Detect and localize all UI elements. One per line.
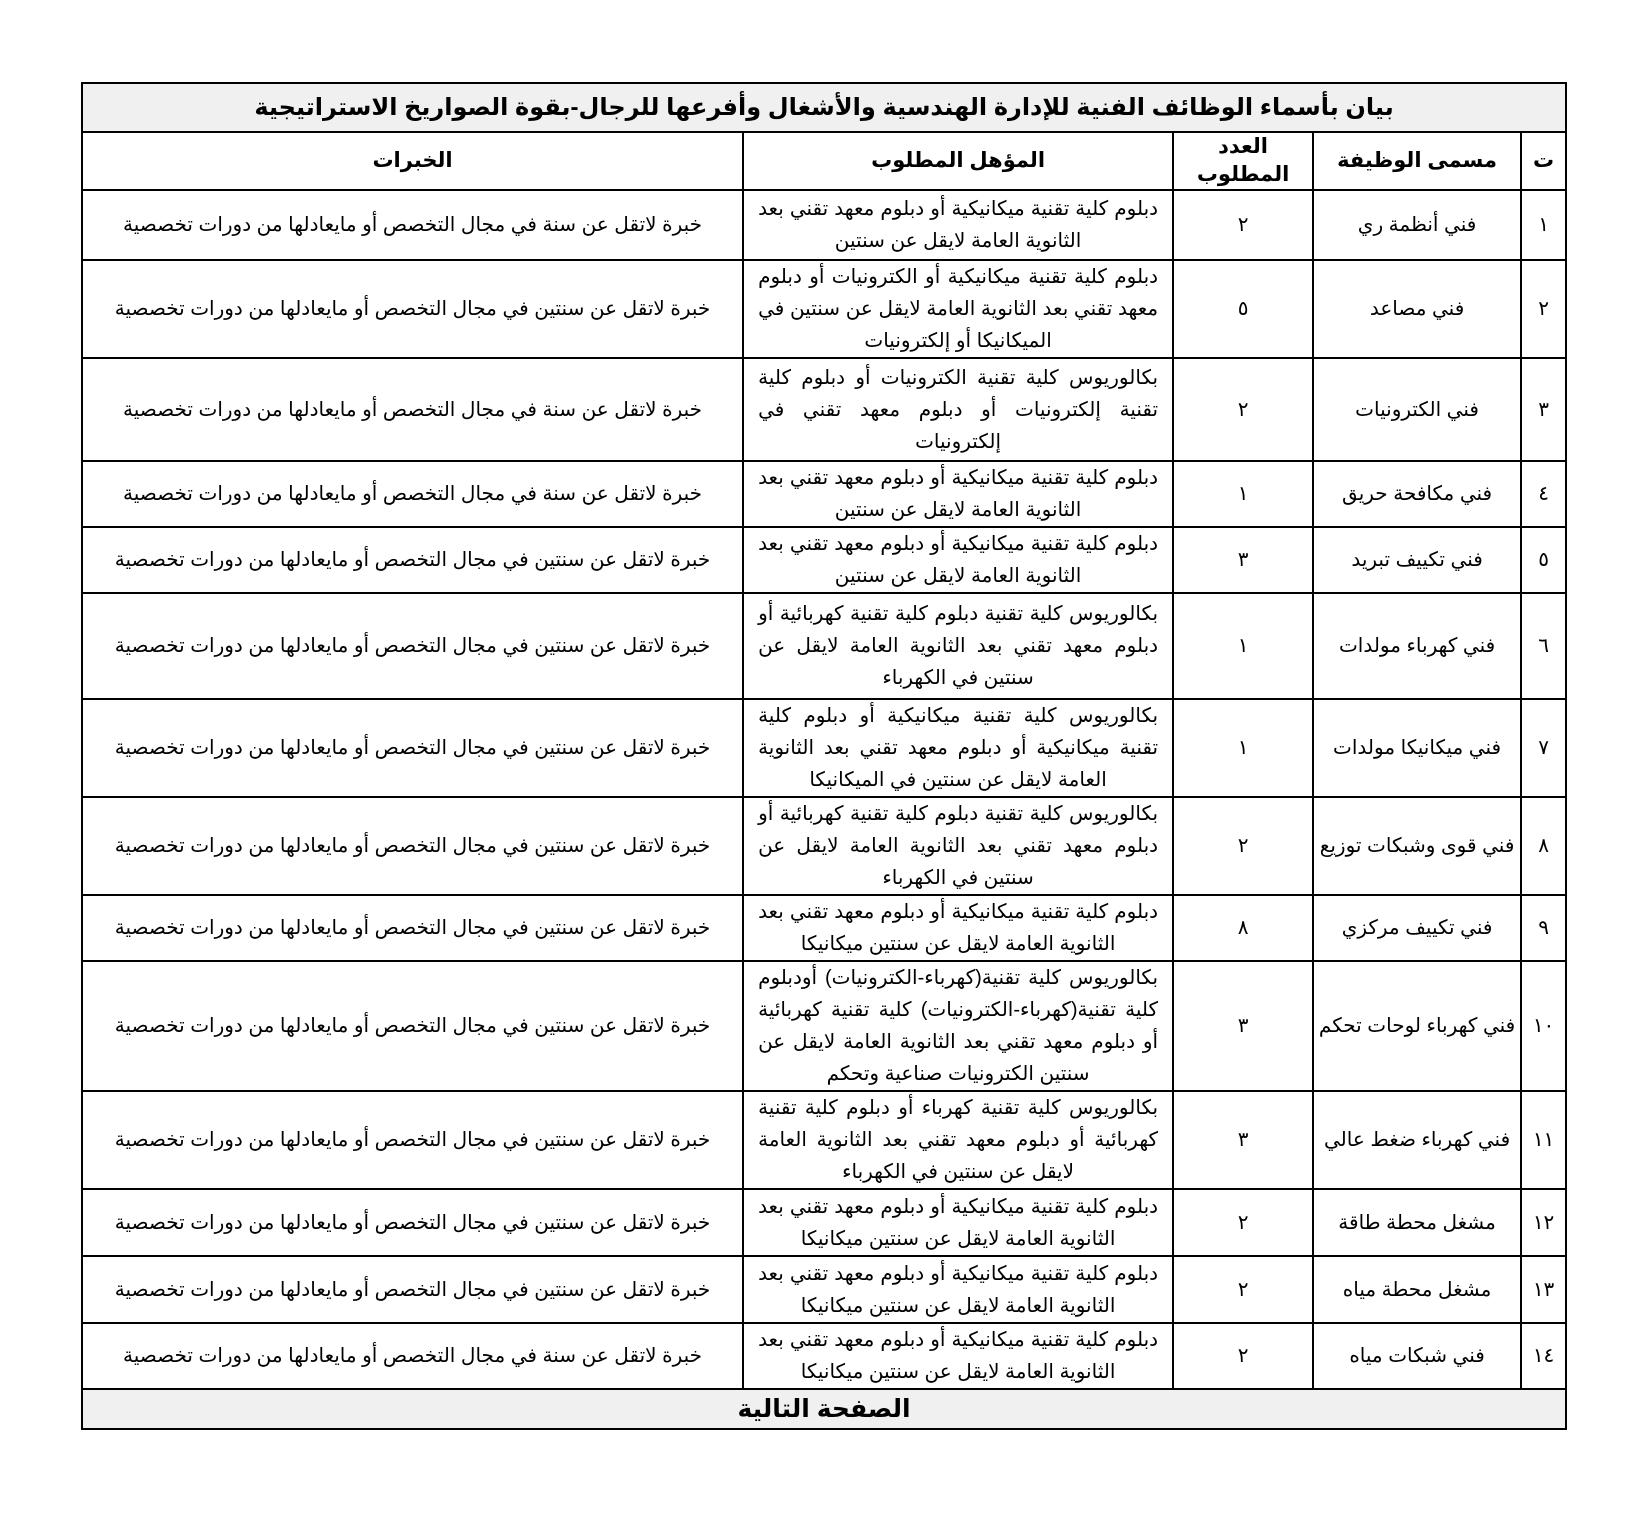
- required-qualification-cell: [743, 190, 1173, 260]
- job-title: مشغل محطة مياه: [1342, 1278, 1492, 1301]
- row-index-cell: [1521, 1091, 1566, 1189]
- required-count: ١: [1237, 635, 1249, 657]
- table-row: [82, 1091, 1566, 1189]
- required-count: ١: [1237, 483, 1249, 505]
- required-count-cell: [1173, 1189, 1313, 1256]
- table-row: [82, 527, 1566, 593]
- required-experience: خبرة لاتقل عن سنتين في مجال التخصص أو مايعادلها من دورات تخصصية: [114, 737, 711, 759]
- row-index-cell: [1521, 699, 1566, 797]
- required-qualification: دبلوم كلية تقنية ميكانيكية أو دبلوم معهد تقني بعد الثانوية العامة لايقل عن سنتين: [758, 198, 1159, 252]
- job-title-cell: [1313, 593, 1521, 699]
- required-count: ٢: [1237, 1278, 1249, 1301]
- required-experience-cell: [82, 797, 743, 895]
- job-title-cell: [1313, 961, 1521, 1091]
- required-experience-cell: [82, 1189, 743, 1256]
- row-index-cell: [1521, 593, 1566, 699]
- job-title-cell: [1313, 1256, 1521, 1323]
- job-title: فني أنظمة ري: [1357, 214, 1477, 236]
- row-index: ١١: [1532, 1129, 1555, 1151]
- required-qualification: دبلوم كلية تقنية ميكانيكية أو دبلوم معهد تقني بعد الثانوية العامة لايقل عن سنتين ميكانيكا: [758, 1329, 1159, 1383]
- table-row: [82, 593, 1566, 699]
- table-body: [82, 190, 1566, 1389]
- job-title: فني شبكات مياه: [1349, 1345, 1485, 1367]
- required-count-cell: [1173, 1256, 1313, 1323]
- required-count: ٣: [1237, 1129, 1249, 1151]
- job-title-cell: [1313, 190, 1521, 260]
- column-header-job: مسمى الوظيفة: [1313, 132, 1521, 190]
- required-qualification-cell: [743, 593, 1173, 699]
- required-experience-cell: [82, 895, 743, 961]
- required-count-cell: [1173, 961, 1313, 1091]
- required-qualification: دبلوم كلية تقنية ميكانيكية أو الكترونيات أو دبلوم معهد تقني بعد الثانوية العامة لايقل عن سنتين في الميكانيكا أو إلكترونيات: [758, 266, 1159, 352]
- table-row: [82, 1189, 1566, 1256]
- footer-row: [82, 1389, 1566, 1429]
- row-index-cell: [1521, 358, 1566, 461]
- required-experience: خبرة لاتقل عن سنتين في مجال التخصص أو مايعادلها من دورات تخصصية: [114, 835, 711, 857]
- required-qualification-cell: [743, 260, 1173, 358]
- required-qualification: دبلوم كلية تقنية ميكانيكية أو دبلوم معهد تقني بعد الثانوية العامة لايقل عن سنتين ميكانيكا: [758, 901, 1159, 955]
- job-title-cell: [1313, 1189, 1521, 1256]
- row-index: ٨: [1538, 835, 1549, 857]
- required-experience-cell: [82, 260, 743, 358]
- job-title-cell: [1313, 461, 1521, 527]
- table-row: [82, 358, 1566, 461]
- job-title-cell: [1313, 260, 1521, 358]
- table-title: بيان بأسماء الوظائف الفنية للإدارة الهندسية والأشغال وأفرعها للرجال-بقوة الصواريخ الاستراتيجية: [82, 83, 1566, 132]
- required-qualification-cell: [743, 895, 1173, 961]
- required-experience-cell: [82, 461, 743, 527]
- required-count-cell: [1173, 895, 1313, 961]
- row-index-cell: [1521, 190, 1566, 260]
- row-index: ٤: [1538, 483, 1549, 505]
- required-qualification: بكالوريوس كلية تقنية ميكانيكية أو دبلوم كلية تقنية ميكانيكية أو دبلوم معهد تقني بعد الثانوية العامة لايقل عن سنتين في الميكانيكا: [758, 705, 1159, 791]
- table-row: [82, 797, 1566, 895]
- required-experience: خبرة لاتقل عن سنتين في مجال التخصص أو مايعادلها من دورات تخصصية: [114, 917, 711, 939]
- required-count-cell: [1173, 1091, 1313, 1189]
- row-index-cell: [1521, 1256, 1566, 1323]
- required-qualification-cell: [743, 1256, 1173, 1323]
- job-title-cell: [1313, 358, 1521, 461]
- required-count: ٢: [1237, 1211, 1249, 1234]
- required-count: ٣: [1237, 1015, 1249, 1037]
- required-experience: خبرة لاتقل عن سنتين في مجال التخصص أو مايعادلها من دورات تخصصية: [114, 298, 711, 320]
- job-title-cell: [1313, 1091, 1521, 1189]
- table-row: [82, 260, 1566, 358]
- job-title: فني كهرباء لوحات تحكم: [1318, 1015, 1516, 1037]
- required-experience: خبرة لاتقل عن سنتين في مجال التخصص أو مايعادلها من دورات تخصصية: [114, 549, 711, 571]
- job-title: فني تكييف تبريد: [1351, 549, 1483, 571]
- row-index: ١٤: [1532, 1345, 1555, 1367]
- job-title: فني كهرباء ضغط عالي: [1323, 1129, 1511, 1151]
- required-count: ٥: [1237, 298, 1249, 320]
- column-header-qualification: المؤهل المطلوب: [743, 132, 1173, 190]
- required-qualification: بكالوريوس كلية تقنية كهرباء أو دبلوم كلية تقنية كهربائية أو دبلوم معهد تقني بعد الثانوية العامة لايقل عن سنتين في الكهرباء: [758, 1097, 1159, 1183]
- required-experience: خبرة لاتقل عن سنتين في مجال التخصص أو مايعادلها من دورات تخصصية: [114, 635, 711, 657]
- required-experience-cell: [82, 1323, 743, 1389]
- required-count-cell: [1173, 190, 1313, 260]
- required-count: ١: [1237, 737, 1249, 759]
- table-row: [82, 190, 1566, 260]
- required-count-cell: [1173, 797, 1313, 895]
- row-index: ٦: [1538, 635, 1549, 657]
- row-index-cell: [1521, 461, 1566, 527]
- row-index: ١٢: [1532, 1211, 1555, 1234]
- required-count: ٢: [1237, 835, 1249, 857]
- required-count-cell: [1173, 593, 1313, 699]
- required-qualification: دبلوم كلية تقنية ميكانيكية أو دبلوم معهد تقني بعد الثانوية العامة لايقل عن سنتين ميكانيكا: [758, 1262, 1159, 1317]
- required-qualification: دبلوم كلية تقنية ميكانيكية أو دبلوم معهد تقني بعد الثانوية العامة لايقل عن سنتين: [758, 467, 1159, 521]
- required-count-cell: [1173, 358, 1313, 461]
- job-title: فني ميكانيكا مولدات: [1333, 737, 1502, 759]
- job-title-cell: [1313, 699, 1521, 797]
- required-count: ٣: [1237, 549, 1249, 571]
- row-index-cell: [1521, 1323, 1566, 1389]
- table-row: [82, 461, 1566, 527]
- required-count-cell: [1173, 527, 1313, 593]
- required-experience: خبرة لاتقل عن سنتين في مجال التخصص أو مايعادلها من دورات تخصصية: [114, 1129, 711, 1151]
- row-index: ١: [1538, 214, 1549, 236]
- title-row: [82, 83, 1566, 132]
- required-experience-cell: [82, 593, 743, 699]
- job-title: فني تكييف مركزي: [1341, 917, 1493, 939]
- table-row: [82, 895, 1566, 961]
- job-title: فني قوى وشبكات توزيع: [1319, 835, 1515, 857]
- row-index: ٩: [1538, 917, 1549, 939]
- row-index-cell: [1521, 895, 1566, 961]
- required-qualification: بكالوريوس كلية تقنية(كهرباء-الكترونيات) أودبلوم كلية تقنية(كهرباء-الكترونيات) كلية تقنية كهربائية أو دبلوم معهد تقني بعد الثانوية العامة لايقل عن سنتين الكترونيات صناعية وتحكم: [758, 967, 1159, 1085]
- required-experience: خبرة لاتقل عن سنة في مجال التخصص أو مايعادلها من دورات تخصصية: [123, 483, 703, 505]
- job-title: فني مصاعد: [1369, 298, 1465, 320]
- required-experience-cell: [82, 1091, 743, 1189]
- jobs-table: [81, 82, 1567, 1430]
- required-count-cell: [1173, 699, 1313, 797]
- row-index-cell: [1521, 260, 1566, 358]
- next-page-label: الصفحة التالية: [82, 1389, 1566, 1429]
- required-experience-cell: [82, 527, 743, 593]
- column-header-experience: الخبرات: [82, 132, 743, 190]
- required-experience: خبرة لاتقل عن سنة في مجال التخصص أو مايعادلها من دورات تخصصية: [123, 1345, 703, 1367]
- required-qualification-cell: [743, 961, 1173, 1091]
- job-title-cell: [1313, 797, 1521, 895]
- required-qualification-cell: [743, 797, 1173, 895]
- row-index-cell: [1521, 961, 1566, 1091]
- required-count-cell: [1173, 461, 1313, 527]
- job-title: فني مكافحة حريق: [1342, 483, 1493, 505]
- column-header-index: ت: [1521, 132, 1566, 190]
- required-qualification: بكالوريوس كلية تقنية دبلوم كلية تقنية كهربائية أو دبلوم معهد تقني بعد الثانوية العامة لايقل عن سنتين في الكهرباء: [758, 603, 1159, 689]
- row-index: ٣: [1538, 398, 1549, 421]
- required-experience-cell: [82, 699, 743, 797]
- required-qualification: دبلوم كلية تقنية ميكانيكية أو دبلوم معهد تقني بعد الثانوية العامة لايقل عن سنتين: [758, 533, 1159, 587]
- row-index-cell: [1521, 527, 1566, 593]
- row-index: ٧: [1538, 737, 1549, 759]
- required-count: ٢: [1237, 398, 1249, 421]
- job-title: فني الكترونيات: [1355, 398, 1479, 421]
- column-header-count: العدد المطلوب: [1173, 132, 1313, 190]
- required-experience-cell: [82, 190, 743, 260]
- required-experience: خبرة لاتقل عن سنتين في مجال التخصص أو مايعادلها من دورات تخصصية: [114, 1015, 711, 1037]
- required-qualification-cell: [743, 527, 1173, 593]
- required-count: ٢: [1237, 1345, 1249, 1367]
- table-row: [82, 1256, 1566, 1323]
- required-count-cell: [1173, 260, 1313, 358]
- job-title-cell: [1313, 527, 1521, 593]
- required-qualification: دبلوم كلية تقنية ميكانيكية أو دبلوم معهد تقني بعد الثانوية العامة لايقل عن سنتين ميكانيكا: [758, 1195, 1159, 1250]
- job-title-cell: [1313, 1323, 1521, 1389]
- row-index: ٥: [1538, 549, 1549, 571]
- required-experience: خبرة لاتقل عن سنتين في مجال التخصص أو مايعادلها من دورات تخصصية: [114, 1278, 711, 1301]
- job-title-cell: [1313, 895, 1521, 961]
- table-row: [82, 1323, 1566, 1389]
- required-experience-cell: [82, 358, 743, 461]
- required-experience: خبرة لاتقل عن سنتين في مجال التخصص أو مايعادلها من دورات تخصصية: [114, 1211, 711, 1234]
- row-index: ٢: [1538, 298, 1549, 320]
- job-title: فني كهرباء مولدات: [1338, 635, 1496, 657]
- row-index: ١٣: [1532, 1278, 1555, 1301]
- required-experience-cell: [82, 1256, 743, 1323]
- required-qualification-cell: [743, 1091, 1173, 1189]
- row-index: ١٠: [1532, 1015, 1555, 1037]
- required-count: ٢: [1237, 214, 1249, 236]
- required-qualification-cell: [743, 1189, 1173, 1256]
- job-title: مشغل محطة طاقة: [1338, 1211, 1496, 1234]
- required-qualification: بكالوريوس كلية تقنية دبلوم كلية تقنية كهربائية أو دبلوم معهد تقني بعد الثانوية العامة لايقل عن سنتين في الكهرباء: [758, 803, 1159, 889]
- required-qualification-cell: [743, 1323, 1173, 1389]
- row-index-cell: [1521, 797, 1566, 895]
- required-experience-cell: [82, 961, 743, 1091]
- required-experience: خبرة لاتقل عن سنة في مجال التخصص أو مايعادلها من دورات تخصصية: [123, 214, 703, 236]
- required-qualification-cell: [743, 699, 1173, 797]
- required-qualification-cell: [743, 358, 1173, 461]
- required-experience: خبرة لاتقل عن سنة في مجال التخصص أو مايعادلها من دورات تخصصية: [123, 398, 703, 421]
- required-qualification-cell: [743, 461, 1173, 527]
- required-qualification: بكالوريوس كلية تقنية الكترونيات أو دبلوم كلية تقنية إلكترونيات أو دبلوم معهد تقني في إلكترونيات: [758, 366, 1159, 453]
- header-row: [82, 132, 1566, 190]
- row-index-cell: [1521, 1189, 1566, 1256]
- required-count-cell: [1173, 1323, 1313, 1389]
- table-row: [82, 699, 1566, 797]
- required-count: ٨: [1237, 917, 1249, 939]
- table-row: [82, 961, 1566, 1091]
